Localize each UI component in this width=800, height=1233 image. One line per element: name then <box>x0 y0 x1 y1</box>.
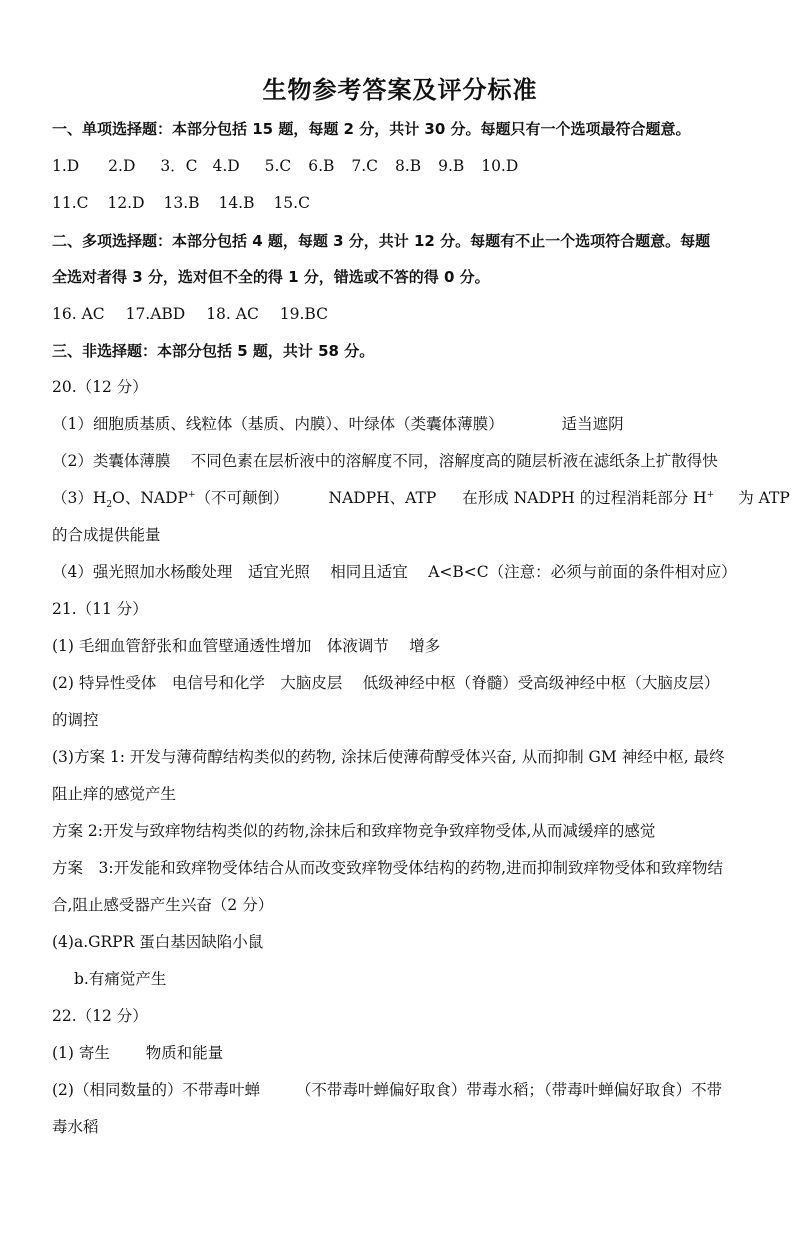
answer-8: 8.B <box>394 157 422 175</box>
answer-11: 11.C <box>52 194 89 212</box>
section3-heading: 三、非选择题：本部分包括 5 题，共计 58 分。 <box>52 342 375 360</box>
q21-answer-3-line5: 合,阻止感受器产生兴奋（2 分） <box>52 896 274 914</box>
section1-heading: 一、单项选择题：本部分包括 15 题，每题 2 分，共计 30 分。每题只有一个选项最符合题意。 <box>52 120 691 138</box>
answer-6: 6.B <box>308 157 335 175</box>
q20-answer-1 <box>52 413 770 435</box>
answer-19: 19.BC <box>279 305 328 323</box>
answer-10: 10.D <box>481 157 519 175</box>
q22-label: 22.（12 分） <box>52 1007 148 1025</box>
q20-answer-1-extra: 适当遮阴 <box>561 415 624 433</box>
section1-answers-row1 <box>52 155 770 177</box>
page-title: 生物参考答案及评分标准 <box>262 76 538 104</box>
q20-answer-4: （4）强光照加水杨酸处理 适宜光照 相同且适宜 A<B<C（注意：必须与前面的条件相对应） <box>52 563 737 581</box>
q21-answer-2-line1: (2) 特异性受体 电信号和化学 大脑皮层 低级神经中枢（脊髓）受高级神经中枢（大脑皮层） <box>52 674 720 692</box>
q22-answer-2-line2: 毒水稻 <box>52 1118 99 1136</box>
q21-label: 21.（11 分） <box>52 600 148 618</box>
answer-16: 16. AC <box>52 305 105 323</box>
answer-1: 1.D <box>52 157 80 175</box>
q21-answer-3-line1: (3)方案 1: 开发与薄荷醇结构类似的药物, 涂抹后使薄荷醇受体兴奋, 从而抑制 GM 神经中枢, 最终 <box>52 748 725 766</box>
q20-a3-d: 为 ATP <box>738 489 790 507</box>
answer-5: 5.C <box>264 157 292 175</box>
answer-7: 7.C <box>351 157 379 175</box>
answer-13: 13.B <box>163 194 200 212</box>
q20-answer-3 <box>52 487 790 516</box>
answer-17: 17.ABD <box>125 305 186 323</box>
answer-3: 3．C <box>160 157 198 175</box>
q20-a3-prefix: （3）H <box>52 489 107 507</box>
q20-a3-rest: （不可颠倒） <box>195 489 289 507</box>
section2-heading-line2: 全选对者得 3 分，选对但不全的得 1 分，错选或不答的得 0 分。 <box>52 268 490 286</box>
answer-9: 9.B <box>438 157 465 175</box>
q21-answer-1: (1) 毛细血管舒张和血管壁通透性增加 体液调节 增多 <box>52 637 441 655</box>
q21-answer-4-line1: (4)a.GRPR 蛋白基因缺陷小鼠 <box>52 933 264 951</box>
q21-answer-2-line2: 的调控 <box>52 711 99 729</box>
q20-a3-c: 在形成 NADPH 的过程消耗部分 H <box>462 489 707 507</box>
answer-12: 12.D <box>107 194 145 212</box>
q21-answer-4-line2: b.有痛觉产生 <box>74 970 167 988</box>
answer-4: 4.D <box>212 157 240 175</box>
q20-label: 20.（12 分） <box>52 378 148 396</box>
section2-answers <box>52 303 770 325</box>
q20-a3-mid: O、NADP <box>112 489 188 507</box>
q22-answer-2-line1: (2)（相同数量的）不带毒叶蝉 （不带毒叶蝉偏好取食）带毒水稻；（带毒叶蝉偏好取食）不带 <box>52 1081 723 1099</box>
q21-answer-3-line2: 阻止痒的感觉产生 <box>52 785 177 803</box>
section1-answers-row2 <box>52 192 770 214</box>
q21-answer-3-line4: 方案 3:开发能和致痒物受体结合从而改变致痒物受体结构的药物,进而抑制致痒物受体和致痒物结 <box>52 859 724 877</box>
q20-a3-sub: 2 <box>106 500 113 511</box>
q21-answer-3-line3: 方案 2:开发与致痒物结构类似的药物,涂抹后和致痒物竞争致痒物受体,从而减缓痒的感觉 <box>52 822 656 840</box>
q20-a3-b: NADPH、ATP <box>328 489 437 507</box>
answer-15: 15.C <box>273 194 310 212</box>
q20-a3-c-sup: + <box>706 490 715 500</box>
q20-answer-1-text: （1）细胞质基质、线粒体（基质、内膜）、叶绿体（类囊体薄膜） <box>52 415 504 433</box>
answer-18: 18. AC <box>206 305 259 323</box>
q22-answer-1: (1) 寄生 物质和能量 <box>52 1044 224 1062</box>
answer-14: 14.B <box>218 194 255 212</box>
q20-answer-2: （2）类囊体薄膜 不同色素在层析液中的溶解度不同，溶解度高的随层析液在滤纸条上扩散得快 <box>52 452 718 470</box>
answer-2: 2.D <box>108 157 136 175</box>
q20-a3-sup: + <box>187 490 196 500</box>
section2-heading-line1: 二、多项选择题：本部分包括 4 题，每题 3 分，共计 12 分。每题有不止一个选项符合题意。每题 <box>52 232 711 250</box>
q20-answer-3-line2: 的合成提供能量 <box>52 526 161 544</box>
